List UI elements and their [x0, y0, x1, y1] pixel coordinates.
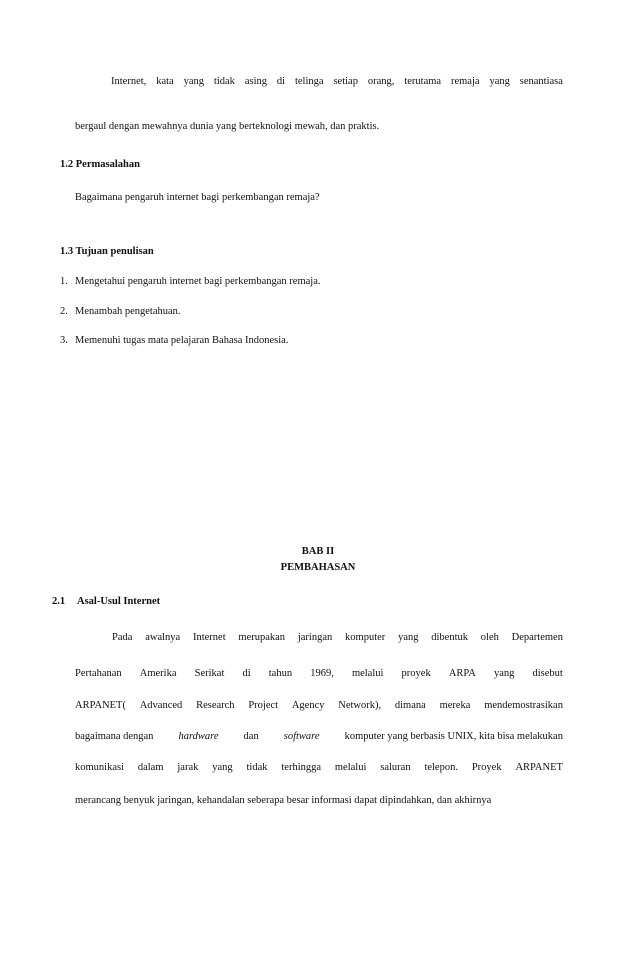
list-item-text: Menambah pengetahuan. — [75, 306, 181, 317]
word: 1969, — [310, 668, 334, 679]
intro-line-1 — [111, 76, 563, 88]
word: telinga — [294, 76, 324, 87]
word: asing — [244, 76, 267, 87]
list-item-number: 3. — [60, 335, 68, 346]
section-2-1-heading: Asal-Usul Internet — [77, 596, 161, 607]
section-2-1-line-2 — [75, 668, 563, 680]
word: ARPA — [448, 668, 476, 679]
section-2-1-line-5 — [75, 762, 563, 774]
word: Agency — [291, 700, 325, 711]
word: komputer — [345, 632, 386, 643]
section-2-1-line-1 — [112, 632, 563, 644]
list-item-number: 1. — [60, 276, 68, 287]
word: Serikat — [194, 668, 225, 679]
word: Research — [196, 700, 235, 711]
word: jaringan — [297, 632, 333, 643]
word: setiap — [333, 76, 358, 87]
word: yang — [212, 762, 233, 773]
word: dalam — [137, 762, 164, 773]
word: Departemen — [511, 632, 563, 643]
word: Internet — [192, 632, 226, 643]
word: dibentuk — [431, 632, 469, 643]
section-2-1-line-4 — [75, 731, 563, 743]
word: mereka — [439, 700, 471, 711]
list-item-text: Memenuhi tugas mata pelajaran Bahasa Indonesia. — [75, 335, 289, 346]
word: saluran — [380, 762, 411, 773]
word: Amerika — [139, 668, 177, 679]
word: di — [276, 76, 286, 87]
word: mendemostrasikan — [484, 700, 563, 711]
word: jarak — [177, 762, 199, 773]
list-item-text: Mengetahui pengaruh internet bagi perkembangan remaja. — [75, 276, 321, 287]
word: tidak — [246, 762, 268, 773]
word: tahun — [268, 668, 293, 679]
section-2-1-number: 2.1 — [52, 596, 66, 607]
word: melalui — [334, 762, 367, 773]
word: senantiasa — [519, 76, 563, 87]
line-4-part-a: bagaimana dengan — [75, 731, 154, 742]
word: yang — [489, 76, 510, 87]
line-4-part-b: dan — [243, 731, 259, 742]
section-1-2-heading: 1.2 Permasalahan — [60, 159, 140, 170]
word: merupakan — [238, 632, 286, 643]
line-4-part-c: komputer yang berbasis UNIX, kita bisa melakukan — [344, 731, 563, 742]
list-item — [60, 306, 68, 318]
intro-line-2: bergaul dengan mewahnya dunia yang berteknologi mewah, dan praktis. — [75, 121, 380, 132]
word: ARPANET — [515, 762, 563, 773]
word: Pada — [112, 632, 133, 643]
word: ARPANET( — [75, 700, 126, 711]
word: telepon. — [424, 762, 458, 773]
word: dimana — [394, 700, 426, 711]
software-term: software — [283, 731, 320, 742]
word: yang — [493, 668, 515, 679]
word: remaja — [450, 76, 480, 87]
word: yang — [183, 76, 205, 87]
word: Proyek — [471, 762, 502, 773]
word: terutama — [404, 76, 442, 87]
word: kata — [156, 76, 174, 87]
word: di — [242, 668, 251, 679]
section-1-3-heading: 1.3 Tujuan penulisan — [60, 246, 154, 257]
word: oleh — [480, 632, 499, 643]
section-2-1-line-6: merancang benyuk jaringan, kehandalan seberapa besar informasi dapat dipindahkan, dan akhirnya — [75, 795, 492, 806]
word: terhingga — [281, 762, 322, 773]
section-2-1-line-3 — [75, 700, 563, 712]
word: tidak — [213, 76, 235, 87]
word: Pertahanan — [75, 668, 122, 679]
word: komunikasi — [75, 762, 124, 773]
word: Network), — [338, 700, 382, 711]
list-item-number: 2. — [60, 306, 68, 317]
word: melalui — [351, 668, 384, 679]
hardware-term: hardware — [178, 731, 219, 742]
word: yang — [398, 632, 419, 643]
list-item — [60, 335, 68, 347]
chapter-subtitle: PEMBAHASAN — [280, 562, 356, 573]
word: Advanced — [139, 700, 183, 711]
chapter-title: BAB II — [301, 546, 335, 557]
word: proyek — [401, 668, 431, 679]
word: Project — [248, 700, 279, 711]
section-1-2-text: Bagaimana pengaruh internet bagi perkembangan remaja? — [75, 192, 320, 203]
word: orang, — [367, 76, 395, 87]
word: Internet, — [111, 76, 147, 87]
word: disebut — [532, 668, 563, 679]
word: awalnya — [145, 632, 181, 643]
list-item — [60, 276, 68, 288]
